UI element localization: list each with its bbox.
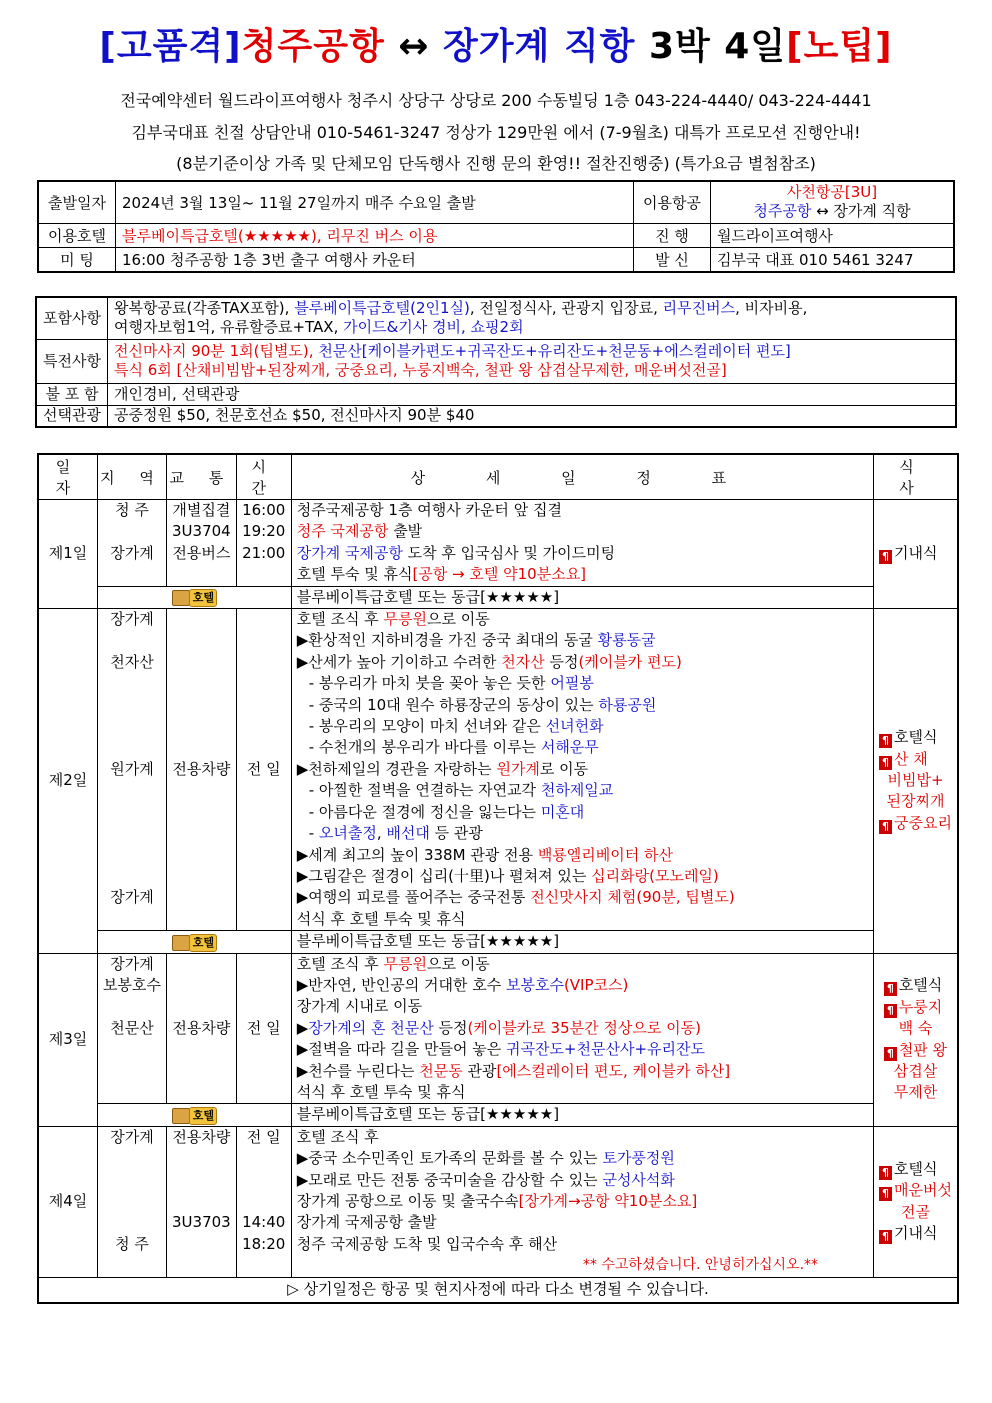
depart-value: 2024년 3월 13일~ 11월 27일까지 매주 수요일 출발 bbox=[116, 181, 634, 223]
day2-row bbox=[38, 609, 958, 931]
include-label: 포함사항 bbox=[36, 297, 108, 339]
day1-time: 16:00 19:20 21:00 bbox=[236, 500, 291, 587]
day4-transport: 전용차량 3U3703 bbox=[167, 1126, 237, 1277]
meal-icon: ¶ bbox=[879, 1230, 892, 1244]
day1-hotel-badge bbox=[98, 586, 292, 608]
day3-region: 장가계 보봉호수 천문산 bbox=[98, 953, 167, 1104]
sender-value: 김부국 대표 010 5461 3247 bbox=[711, 247, 955, 272]
day1-schedule: 청주국제공항 1층 여행사 카운터 앞 집결 청주 국제공항 출발 장가계 국제공항 도착 후 입국심사 및 가이드미팅 호텔 투숙 및 휴식[공항 → 호텔 약10분소요] bbox=[291, 500, 873, 587]
optional-label: 선택관광 bbox=[36, 405, 108, 427]
hotel-icon: 호텔 bbox=[172, 1107, 216, 1123]
day3-label: 제3일 bbox=[38, 953, 98, 1126]
hotel-label: 이용호텔 bbox=[38, 223, 116, 247]
meal-icon: ¶ bbox=[879, 734, 892, 748]
agency-value: 월드라이프여행사 bbox=[711, 223, 955, 247]
day1-meals: ¶ 기내식 bbox=[874, 500, 958, 609]
optional-value: 공중정원 $50, 천문호선쇼 $50, 전신마사지 90분 $40 bbox=[108, 405, 957, 427]
exclude-value: 개인경비, 선택관광 bbox=[108, 383, 957, 405]
airline-value: 사천항공[3U] 청주공항 ↔ 장가계 직항 bbox=[711, 181, 955, 223]
airline-label: 이용항공 bbox=[634, 181, 711, 223]
meal-icon: ¶ bbox=[879, 756, 892, 770]
meal-icon: ¶ bbox=[879, 1166, 892, 1180]
meal-icon: ¶ bbox=[879, 820, 892, 834]
day1-row bbox=[38, 500, 958, 587]
hotel-value: 블루베이특급호텔(★★★★★), 리무진 버스 이용 bbox=[116, 223, 634, 247]
agency-label: 진 행 bbox=[634, 223, 711, 247]
day1-transport: 개별집결 3U3704 전용버스 bbox=[167, 500, 237, 587]
contact-line: 전국예약센터 월드라이프여행사 청주시 상당구 상당로 200 수동빌딩 1층 043-224-4440/ 043-224-4441 bbox=[120, 91, 872, 110]
day4-time: 전 일 14:40 18:20 bbox=[236, 1126, 291, 1277]
group-line: (8분기준이상 가족 및 단체모임 단독행사 진행 문의 환영!! 절찬진행중) (특가요금 별첨참조) bbox=[176, 154, 816, 173]
hotel-icon: 호텔 bbox=[172, 934, 216, 950]
header-region: 지 역 bbox=[98, 454, 167, 500]
meal-icon: ¶ bbox=[884, 1047, 897, 1061]
day2-label: 제2일 bbox=[38, 609, 98, 954]
day3-schedule: 호텔 조식 후 무릉원으로 이동 ▶반자연, 반인공의 거대한 호수 보봉호수(VIP코스) 장가계 시내로 이동 ▶장가계의 혼 천문산 등정(케이블카로 35분간 정상으로 이동) ▶절벽을 따라 길을 만들어 놓은 귀곡잔도+천문산사+유리잔도 ▶천수를 누린다는 천문동 관광[에스컬레이터 편도, 케이블카 하산] 석식 후 호텔 투숙 및 휴식 bbox=[291, 953, 873, 1104]
day4-meals: ¶ 호텔식 ¶ 매운버섯 전골 ¶ 기내식 bbox=[874, 1126, 958, 1277]
day2-hotel: 블루베이특급호텔 또는 동급[★★★★★] bbox=[291, 931, 873, 953]
day4-region: 장가계 청 주 bbox=[98, 1126, 167, 1277]
day3-transport: 전용차량 bbox=[167, 953, 237, 1104]
page-title: [고품격]청주공항 ↔ 장가계 직항 3박 4일[노팁] bbox=[99, 26, 893, 67]
special-value: 전신마사지 90분 1회(팁별도), 천문산[케이블카편도+귀곡잔도+유리잔도+천문동+에스컬레이터 편도] 특식 6회 [산채비빔밥+된장찌개, 궁중요리, 누룽지백숙, 철판 왕 삼겹살무제한, 매운버섯전골] bbox=[108, 339, 957, 383]
day2-time: 전 일 bbox=[236, 609, 291, 931]
meal-icon: ¶ bbox=[879, 550, 892, 564]
day4-row bbox=[38, 1126, 958, 1277]
itinerary-table bbox=[37, 453, 959, 1304]
header-schedule: 상 세 일 정 표 bbox=[291, 454, 873, 500]
header-meal: 식 사 bbox=[874, 454, 958, 500]
header-transport: 교 통 bbox=[167, 454, 237, 500]
day2-hotel-badge bbox=[98, 931, 292, 953]
meal-icon: ¶ bbox=[879, 1187, 892, 1201]
day4-schedule: 호텔 조식 후 ▶중국 소수민족인 토가족의 문화를 볼 수 있는 토가풍정원 ▶모래로 만든 전통 중국미술을 감상할 수 있는 군성사석화 장가계 공항으로 이동 및 출국수속[장가계→공항 약10분소요] 장가계 국제공항 출발 청주 국제공항 도착 및 입국수속 후 해산 ** 수고하셨습니다. 안녕히가십시오.** bbox=[291, 1126, 873, 1277]
day3-meals: ¶ 호텔식 ¶ 누룽지 백 숙 ¶ 철판 왕 삼겹살 무제한 bbox=[874, 953, 958, 1126]
footer-notice: ▷ 상기일정은 항공 및 현지사정에 따라 다소 변경될 수 있습니다. bbox=[38, 1277, 958, 1303]
meet-label: 미 팅 bbox=[38, 247, 116, 272]
day3-time: 전 일 bbox=[236, 953, 291, 1104]
hotel-icon: 호텔 bbox=[172, 589, 216, 605]
meal-icon: ¶ bbox=[884, 1004, 897, 1018]
include-value: 왕복항공료(각종TAX포함), 블루베이특급호텔(2인1실), 전일정식사, 관광지 입장료, 리무진버스, 비자비용, 여행자보험1억, 유류할증료+TAX, 가이드&기사 경비, 쇼핑2회 bbox=[108, 297, 957, 339]
summary-table bbox=[37, 180, 955, 273]
day3-row bbox=[38, 953, 958, 1104]
day1-label: 제1일 bbox=[38, 500, 98, 609]
meal-icon: ¶ bbox=[884, 982, 897, 996]
day1-hotel: 블루베이특급호텔 또는 동급[★★★★★] bbox=[291, 586, 873, 608]
day2-transport: 전용차량 bbox=[167, 609, 237, 931]
day3-hotel: 블루베이특급호텔 또는 동급[★★★★★] bbox=[291, 1104, 873, 1126]
inclusions-table bbox=[35, 296, 957, 428]
special-label: 특전사항 bbox=[36, 339, 108, 383]
day4-label: 제4일 bbox=[38, 1126, 98, 1277]
meet-value: 16:00 청주공항 1층 3번 출구 여행사 카운터 bbox=[116, 247, 634, 272]
header-time: 시 간 bbox=[236, 454, 291, 500]
depart-label: 출발일자 bbox=[38, 181, 116, 223]
day2-schedule: 호텔 조식 후 무릉원으로 이동 ▶환상적인 지하비경을 가진 중국 최대의 동굴 황룡동굴 ▶산세가 높아 기이하고 수려한 천자산 등정(케이블카 편도) - 봉우리가 마치 붓을 꽂아 놓은 듯한 어필봉 - 중국의 10대 원수 하룡장군의 동상이 있는 하룡공원 - 봉우리의 모양이 마치 선녀와 같은 선녀헌화 - 수천개의 봉우리가 바다를 이루는 서해운무 ▶천하제일의 경관을 자랑하는 원가계로 이동 - 아찔한 절벽을 연결하는 자연교각 천하제일교 - 아름다운 절경에 정신을 잃는다는 미혼대 - 오녀출정, 배선대 등 관광 ▶세계 최고의 높이 338M 관광 전용 백룡엘리베이터 하산 ▶그림같은 절경이 십리(十里)나 펼쳐져 있는 십리화랑(모노레일) ▶여행의 피로를 풀어주는 중국전통 전신맛사지 체험(90분, 팁별도) 석식 후 호텔 투숙 및 휴식 bbox=[291, 609, 873, 931]
day2-region: 장가계 천자산 원가계 장가계 bbox=[98, 609, 167, 931]
header-day: 일 자 bbox=[38, 454, 98, 500]
exclude-label: 불 포 함 bbox=[36, 383, 108, 405]
day3-hotel-badge bbox=[98, 1104, 292, 1126]
promo-line: 김부국대표 친절 상담안내 010-5461-3247 정상가 129만원 에서 (7-9월초) 대특가 프로모션 진행안내! bbox=[131, 123, 861, 142]
sender-label: 발 신 bbox=[634, 247, 711, 272]
day2-meals: ¶ 호텔식 ¶ 산 채 비빔밥+ 된장찌개 ¶ 궁중요리 bbox=[874, 609, 958, 954]
day1-region: 청 주 장가계 bbox=[98, 500, 167, 587]
